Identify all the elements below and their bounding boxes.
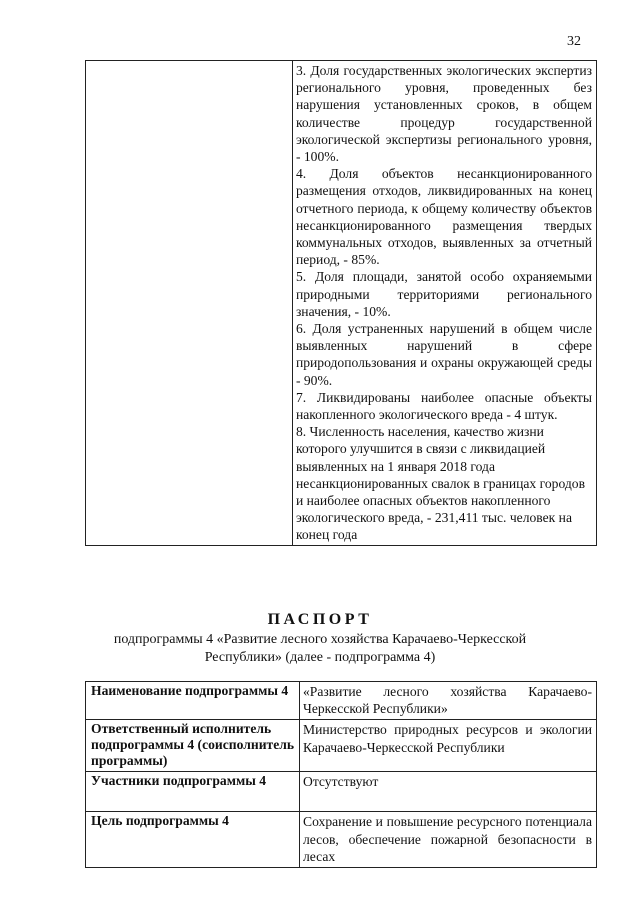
passport-table [85, 681, 597, 868]
row-value: «Развитие лесного хозяйства Карачаево-Черкесской Республики» [300, 682, 597, 720]
row-label: Наименование подпрограммы 4 [86, 682, 300, 720]
indicators-cell [292, 61, 596, 546]
page-number: 32 [567, 34, 581, 49]
row-label: Цель подпрограммы 4 [86, 812, 300, 868]
table-row [86, 682, 597, 720]
table-row [86, 61, 597, 546]
row-value: Сохранение и повышение ресурсного потенциала лесов, обеспечение пожарной безопасности в лесах [300, 812, 597, 868]
passport-subtitle: подпрограммы 4 «Развитие лесного хозяйства Карачаево-Черкесской Республики» (далее - подпрограмма 4) [113, 632, 527, 665]
table-row [86, 772, 597, 812]
empty-label-cell [86, 61, 293, 546]
indicator-item: 6. Доля устраненных нарушений в общем числе выявленных нарушений в сфере природопользования и охраны окружающей среды - 90%. [295, 321, 592, 388]
row-label: Участники подпрограммы 4 [86, 772, 300, 812]
indicators-table [85, 60, 597, 546]
indicator-item: 7. Ликвидированы наиболее опасные объекты накопленного экологического вреда - 4 штук. [295, 389, 592, 423]
indicator-item: 5. Доля площади, занятой особо охраняемыми природными территориями регионального значения, - 10%. [295, 269, 592, 319]
passport-title: ПАСПОРТ [267, 611, 373, 628]
indicator-item: 8. Численность населения, качество жизни которого улучшится в связи с ликвидацией выявленных на 1 января 2018 года несанкционированных свалок в границах городов и наиболее опасных объектов накопленного экологического вреда, - 231,411 тыс. человек на конец года [295, 424, 585, 543]
indicator-item: 3. Доля государственных экологических экспертиз регионального уровня, проведенных без нарушения установленных сроков, в общем количестве процедур государственной экологической экспертизы регионального уровня, - 100%. [295, 63, 592, 165]
table-row [86, 812, 597, 868]
row-value: Министерство природных ресурсов и экологии Карачаево-Черкесской Республики [300, 720, 597, 772]
row-value: Отсутствуют [300, 772, 597, 812]
table-row [86, 720, 597, 772]
indicator-item: 4. Доля объектов несанкционированного размещения отходов, ликвидированных на конец отчетного периода, к общему количеству объектов несанкционированного размещения твердых коммунальных отходов, выявленных за отчетный период, - 85%. [295, 166, 592, 268]
row-label: Ответственный исполнитель подпрограммы 4 (соисполнитель программы) [86, 720, 300, 772]
